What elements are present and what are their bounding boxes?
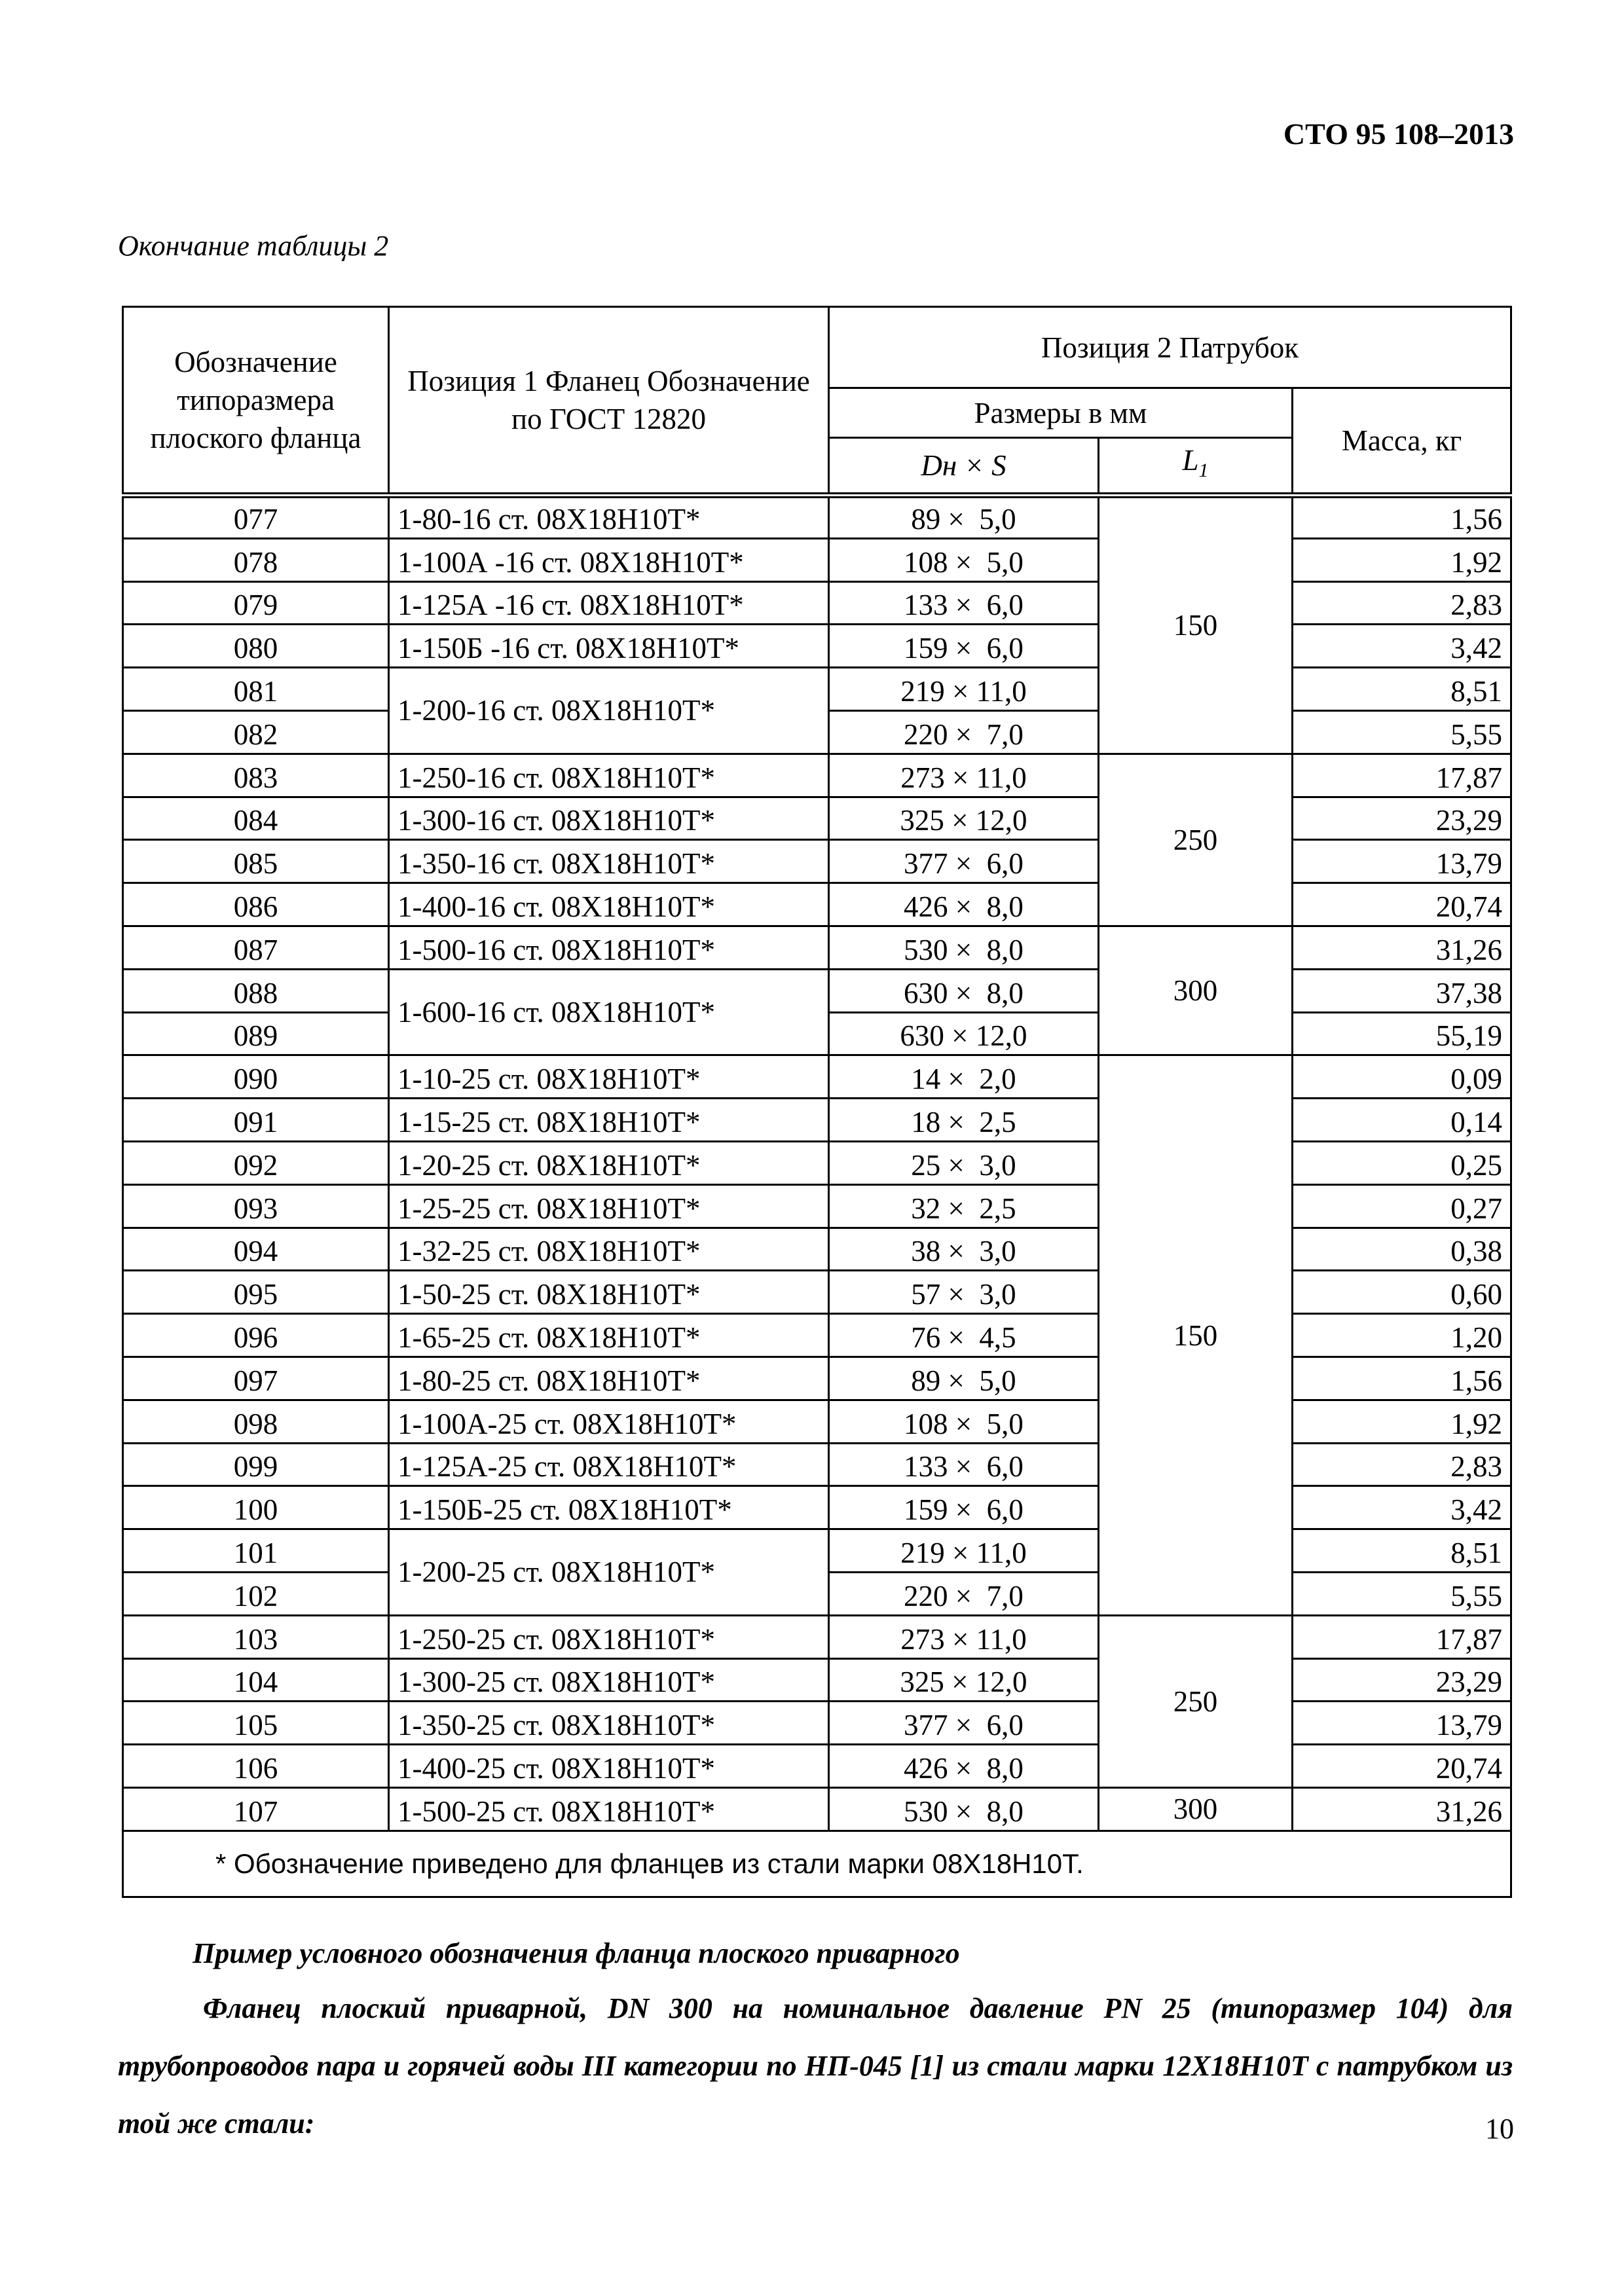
- row-size: 108 × 5,0: [829, 538, 1099, 581]
- row-code: 098: [123, 1400, 389, 1443]
- row-flange: 1-100А -16 ст. 08Х18Н10Т*: [389, 538, 829, 581]
- row-code: 087: [123, 926, 389, 969]
- row-flange: 1-150Б-25 ст. 08Х18Н10Т*: [389, 1486, 829, 1529]
- row-flange: 1-20-25 ст. 08Х18Н10Т*: [389, 1141, 829, 1184]
- flange-spec-table: [122, 306, 1512, 1898]
- row-mass: 23,29: [1293, 797, 1511, 840]
- row-flange: 1-25-25 ст. 08Х18Н10Т*: [389, 1184, 829, 1228]
- row-mass: 55,19: [1293, 1012, 1511, 1055]
- row-size: 630 × 12,0: [829, 1012, 1099, 1055]
- row-code: 096: [123, 1314, 389, 1357]
- table-row: [123, 538, 1511, 581]
- table-row: [123, 1615, 1511, 1658]
- row-code: 090: [123, 1055, 389, 1099]
- table-caption: Окончание таблицы 2: [118, 230, 389, 262]
- row-code: 102: [123, 1572, 389, 1615]
- row-size: 273 × 11,0: [829, 1615, 1099, 1658]
- row-mass: 1,92: [1293, 538, 1511, 581]
- row-mass: 13,79: [1293, 1702, 1511, 1745]
- row-code: 085: [123, 840, 389, 883]
- table-row: [123, 797, 1511, 840]
- row-mass: 17,87: [1293, 1615, 1511, 1658]
- row-size: 133 × 6,0: [829, 1443, 1099, 1486]
- table-row: [123, 496, 1511, 539]
- table-row: [123, 668, 1511, 711]
- row-code: 079: [123, 581, 389, 625]
- row-size: 108 × 5,0: [829, 1400, 1099, 1443]
- row-code: 078: [123, 538, 389, 581]
- row-flange: 1-350-16 ст. 08Х18Н10Т*: [389, 840, 829, 883]
- row-code: 080: [123, 625, 389, 668]
- row-code: 086: [123, 883, 389, 926]
- row-size: 18 × 2,5: [829, 1099, 1099, 1142]
- row-flange: 1-32-25 ст. 08Х18Н10Т*: [389, 1228, 829, 1271]
- document-id: СТО 95 108–2013: [1283, 117, 1514, 151]
- header-designation: Обозначение типоразмера плоского фланца: [123, 307, 389, 496]
- example-text: Фланец плоский приварной, DN 300 на номинальное давление PN 25 (типоразмер 104) для трубопроводов пара и горячей воды III категории по НП-045 [1] из стали марки 12Х18Н10Т с патрубком из той же стали:: [118, 1992, 1513, 2140]
- table-footnote: * Обозначение приведено для фланцев из стали марки 08Х18Н10Т.: [123, 1831, 1511, 1897]
- row-flange: 1-65-25 ст. 08Х18Н10Т*: [389, 1314, 829, 1357]
- row-code: 107: [123, 1787, 389, 1831]
- header-position1: Позиция 1 Фланец Обозначение по ГОСТ 12820: [389, 307, 829, 496]
- row-flange: 1-500-16 ст. 08Х18Н10Т*: [389, 926, 829, 969]
- row-code: 094: [123, 1228, 389, 1271]
- row-size: 426 × 8,0: [829, 883, 1099, 926]
- row-size: 32 × 2,5: [829, 1184, 1099, 1228]
- row-size: 38 × 3,0: [829, 1228, 1099, 1271]
- row-size: 219 × 11,0: [829, 668, 1099, 711]
- row-flange: 1-80-25 ст. 08Х18Н10Т*: [389, 1357, 829, 1400]
- row-mass: 5,55: [1293, 710, 1511, 754]
- row-flange: 1-250-25 ст. 08Х18Н10Т*: [389, 1615, 829, 1658]
- row-code: 104: [123, 1658, 389, 1702]
- header-l1-sub: 1: [1198, 460, 1209, 481]
- row-code: 105: [123, 1702, 389, 1745]
- row-size: 89 × 5,0: [829, 1357, 1099, 1400]
- row-mass: 31,26: [1293, 926, 1511, 969]
- row-flange: 1-200-25 ст. 08Х18Н10Т*: [389, 1529, 829, 1616]
- table-row: [123, 969, 1511, 1012]
- row-mass: 20,74: [1293, 1745, 1511, 1788]
- row-code: 089: [123, 1012, 389, 1055]
- row-code: 083: [123, 754, 389, 797]
- row-code: 088: [123, 969, 389, 1012]
- row-mass: 0,27: [1293, 1184, 1511, 1228]
- table-row: [123, 1443, 1511, 1486]
- row-length: 150: [1099, 1055, 1293, 1615]
- row-mass: 1,20: [1293, 1314, 1511, 1357]
- row-flange: 1-250-16 ст. 08Х18Н10Т*: [389, 754, 829, 797]
- row-size: 325 × 12,0: [829, 797, 1099, 840]
- row-flange: 1-400-16 ст. 08Х18Н10Т*: [389, 883, 829, 926]
- row-flange: 1-600-16 ст. 08Х18Н10Т*: [389, 969, 829, 1055]
- row-flange: 1-200-16 ст. 08Х18Н10Т*: [389, 668, 829, 754]
- row-code: 100: [123, 1486, 389, 1529]
- row-flange: 1-350-25 ст. 08Х18Н10Т*: [389, 1702, 829, 1745]
- header-dn-s: Dн × S: [829, 438, 1099, 496]
- row-mass: 1,56: [1293, 496, 1511, 539]
- row-size: 25 × 3,0: [829, 1141, 1099, 1184]
- row-size: 159 × 6,0: [829, 625, 1099, 668]
- row-flange: 1-15-25 ст. 08Х18Н10Т*: [389, 1099, 829, 1142]
- row-mass: 0,60: [1293, 1271, 1511, 1314]
- row-mass: 1,56: [1293, 1357, 1511, 1400]
- row-code: 091: [123, 1099, 389, 1142]
- row-size: 530 × 8,0: [829, 1787, 1099, 1831]
- table-row: [123, 1486, 1511, 1529]
- row-code: 077: [123, 496, 389, 539]
- row-mass: 8,51: [1293, 668, 1511, 711]
- row-mass: 2,83: [1293, 581, 1511, 625]
- row-mass: 0,38: [1293, 1228, 1511, 1271]
- row-size: 133 × 6,0: [829, 581, 1099, 625]
- row-flange: 1-80-16 ст. 08Х18Н10Т*: [389, 496, 829, 539]
- row-code: 101: [123, 1529, 389, 1573]
- table-row: [123, 754, 1511, 797]
- row-code: 084: [123, 797, 389, 840]
- row-mass: 8,51: [1293, 1529, 1511, 1573]
- table-row: [123, 883, 1511, 926]
- row-mass: 3,42: [1293, 625, 1511, 668]
- row-code: 095: [123, 1271, 389, 1314]
- row-flange: 1-50-25 ст. 08Х18Н10Т*: [389, 1271, 829, 1314]
- header-sizes-mm: Размеры в мм: [829, 388, 1293, 438]
- header-position2: Позиция 2 Патрубок: [829, 307, 1511, 388]
- page-number: 10: [1485, 2113, 1514, 2145]
- example-heading: Пример условного обозначения фланца плоского приварного: [193, 1937, 960, 1969]
- row-mass: 0,25: [1293, 1141, 1511, 1184]
- table-row: [123, 1314, 1511, 1357]
- table-row: [123, 1184, 1511, 1228]
- row-flange: 1-125А -16 ст. 08Х18Н10Т*: [389, 581, 829, 625]
- row-mass: 37,38: [1293, 969, 1511, 1012]
- table-row: [123, 581, 1511, 625]
- row-size: 377 × 6,0: [829, 840, 1099, 883]
- row-flange: 1-10-25 ст. 08Х18Н10Т*: [389, 1055, 829, 1099]
- row-code: 097: [123, 1357, 389, 1400]
- table-row: [123, 926, 1511, 969]
- row-length: 250: [1099, 754, 1293, 926]
- row-length: 300: [1099, 1787, 1293, 1831]
- table-row: [123, 1271, 1511, 1314]
- row-size: 220 × 7,0: [829, 710, 1099, 754]
- row-mass: 0,09: [1293, 1055, 1511, 1099]
- row-flange: 1-300-16 ст. 08Х18Н10Т*: [389, 797, 829, 840]
- row-code: 092: [123, 1141, 389, 1184]
- row-code: 099: [123, 1443, 389, 1486]
- row-code: 081: [123, 668, 389, 711]
- table-row: [123, 1141, 1511, 1184]
- row-flange: 1-150Б -16 ст. 08Х18Н10Т*: [389, 625, 829, 668]
- row-code: 106: [123, 1745, 389, 1788]
- row-mass: 0,14: [1293, 1099, 1511, 1142]
- row-flange: 1-500-25 ст. 08Х18Н10Т*: [389, 1787, 829, 1831]
- table-row: [123, 1228, 1511, 1271]
- row-flange: 1-125А-25 ст. 08Х18Н10Т*: [389, 1443, 829, 1486]
- row-size: 377 × 6,0: [829, 1702, 1099, 1745]
- table-row: [123, 840, 1511, 883]
- row-size: 325 × 12,0: [829, 1658, 1099, 1702]
- table-row: [123, 1745, 1511, 1788]
- table-row: [123, 1702, 1511, 1745]
- table-row: [123, 1357, 1511, 1400]
- table-row: [123, 1787, 1511, 1831]
- row-size: 89 × 5,0: [829, 496, 1099, 539]
- row-length: 150: [1099, 496, 1293, 754]
- row-size: 76 × 4,5: [829, 1314, 1099, 1357]
- row-flange: 1-100А-25 ст. 08Х18Н10Т*: [389, 1400, 829, 1443]
- row-mass: 20,74: [1293, 883, 1511, 926]
- header-mass: Масса, кг: [1293, 388, 1511, 496]
- row-size: 630 × 8,0: [829, 969, 1099, 1012]
- table-row: [123, 1529, 1511, 1573]
- row-mass: 31,26: [1293, 1787, 1511, 1831]
- row-mass: 2,83: [1293, 1443, 1511, 1486]
- row-size: 426 × 8,0: [829, 1745, 1099, 1788]
- row-size: 219 × 11,0: [829, 1529, 1099, 1573]
- table-row: [123, 625, 1511, 668]
- table-row: [123, 1658, 1511, 1702]
- row-size: 14 × 2,0: [829, 1055, 1099, 1099]
- row-code: 093: [123, 1184, 389, 1228]
- row-flange: 1-400-25 ст. 08Х18Н10Т*: [389, 1745, 829, 1788]
- header-l1-main: L: [1182, 444, 1199, 477]
- row-length: 250: [1099, 1615, 1293, 1787]
- row-mass: 3,42: [1293, 1486, 1511, 1529]
- row-size: 57 × 3,0: [829, 1271, 1099, 1314]
- row-flange: 1-300-25 ст. 08Х18Н10Т*: [389, 1658, 829, 1702]
- row-mass: 23,29: [1293, 1658, 1511, 1702]
- row-size: 220 × 7,0: [829, 1572, 1099, 1615]
- row-size: 273 × 11,0: [829, 754, 1099, 797]
- row-mass: 13,79: [1293, 840, 1511, 883]
- row-mass: 17,87: [1293, 754, 1511, 797]
- table-row: [123, 1400, 1511, 1443]
- table-row: [123, 1055, 1511, 1099]
- row-mass: 1,92: [1293, 1400, 1511, 1443]
- row-mass: 5,55: [1293, 1572, 1511, 1615]
- header-l1: [1099, 438, 1293, 496]
- row-code: 103: [123, 1615, 389, 1658]
- row-size: 159 × 6,0: [829, 1486, 1099, 1529]
- table-row: [123, 1099, 1511, 1142]
- row-code: 082: [123, 710, 389, 754]
- row-length: 300: [1099, 926, 1293, 1055]
- row-size: 530 × 8,0: [829, 926, 1099, 969]
